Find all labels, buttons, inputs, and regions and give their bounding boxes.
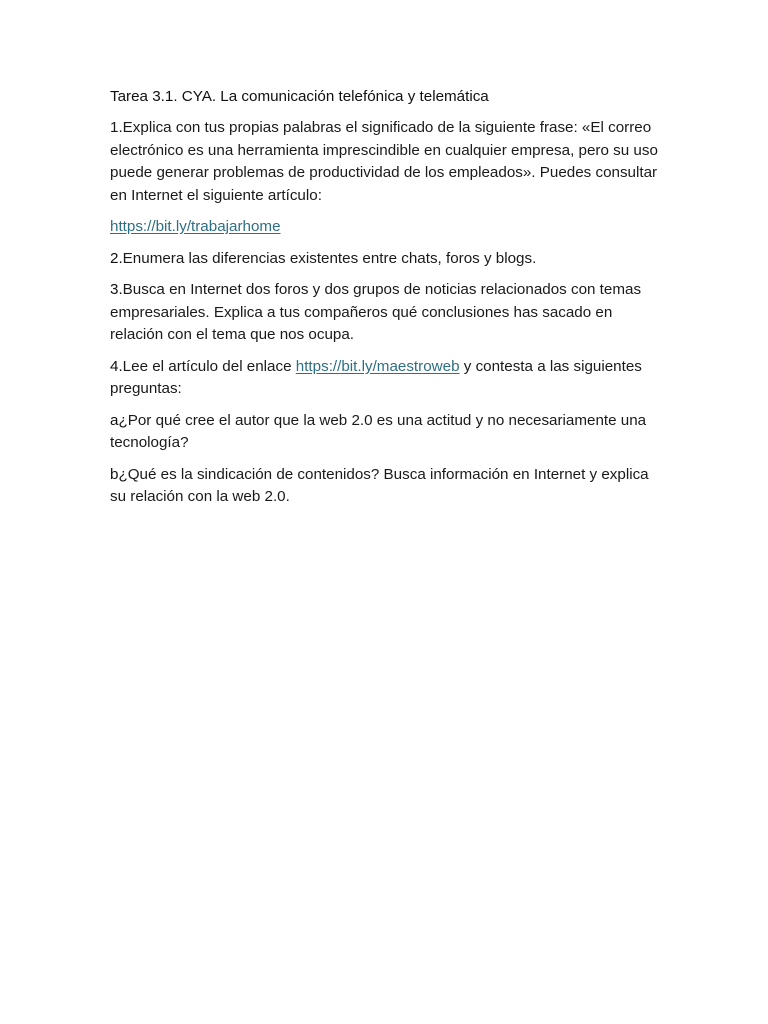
question-b <box>110 464 660 509</box>
maestroweb-link[interactable]: https://bit.ly/maestroweb <box>295 357 460 375</box>
question-a-text: ¿Por qué cree el autor que la web 2.0 es una actitud y no necesariamente una tecnología? <box>110 411 647 451</box>
question-2-text: Enumera las diferencias existentes entre chats, foros y blogs. <box>122 249 537 267</box>
document-title: Tarea 3.1. CYA. La comunicación telefónica y telemática <box>110 88 489 105</box>
question-1 <box>110 117 660 207</box>
question-b-text: ¿Qué es la sindicación de contenidos? Busca información en Internet y explica su relación con la web 2.0. <box>110 465 649 505</box>
question-4-number: 4. <box>110 357 123 375</box>
question-3-number: 3. <box>110 281 123 298</box>
question-1-text: 1.Explica con tus propias palabras el significado de la siguiente frase: «El correo electrónico es una herramienta imprescindible en cualquier empresa, pero su uso puede generar problemas de productividad de los empleados». Puedes consultar en Internet el siguiente artículo: <box>110 119 658 204</box>
question-a <box>110 410 660 455</box>
question-3-text: Busca en Internet dos foros y dos grupos de noticias relacionados con temas empresariales. Explica a tus compañeros qué conclusiones has sacado en relación con el tema que nos ocupa. <box>110 281 642 343</box>
question-1-link-paragraph <box>110 216 660 239</box>
trabajarhome-link[interactable]: https://bit.ly/trabajarhome <box>110 218 281 235</box>
question-2-number: 2. <box>110 249 123 267</box>
question-3 <box>110 279 660 347</box>
question-a-letter: a <box>110 411 119 429</box>
question-2 <box>110 248 660 271</box>
question-b-letter: b <box>110 465 119 483</box>
question-4-text-after: y contesta a las siguientes preguntas: <box>110 357 642 397</box>
question-4-text-before: Lee el artículo del enlace <box>122 357 296 375</box>
question-4 <box>110 356 660 401</box>
document-page <box>110 86 660 518</box>
